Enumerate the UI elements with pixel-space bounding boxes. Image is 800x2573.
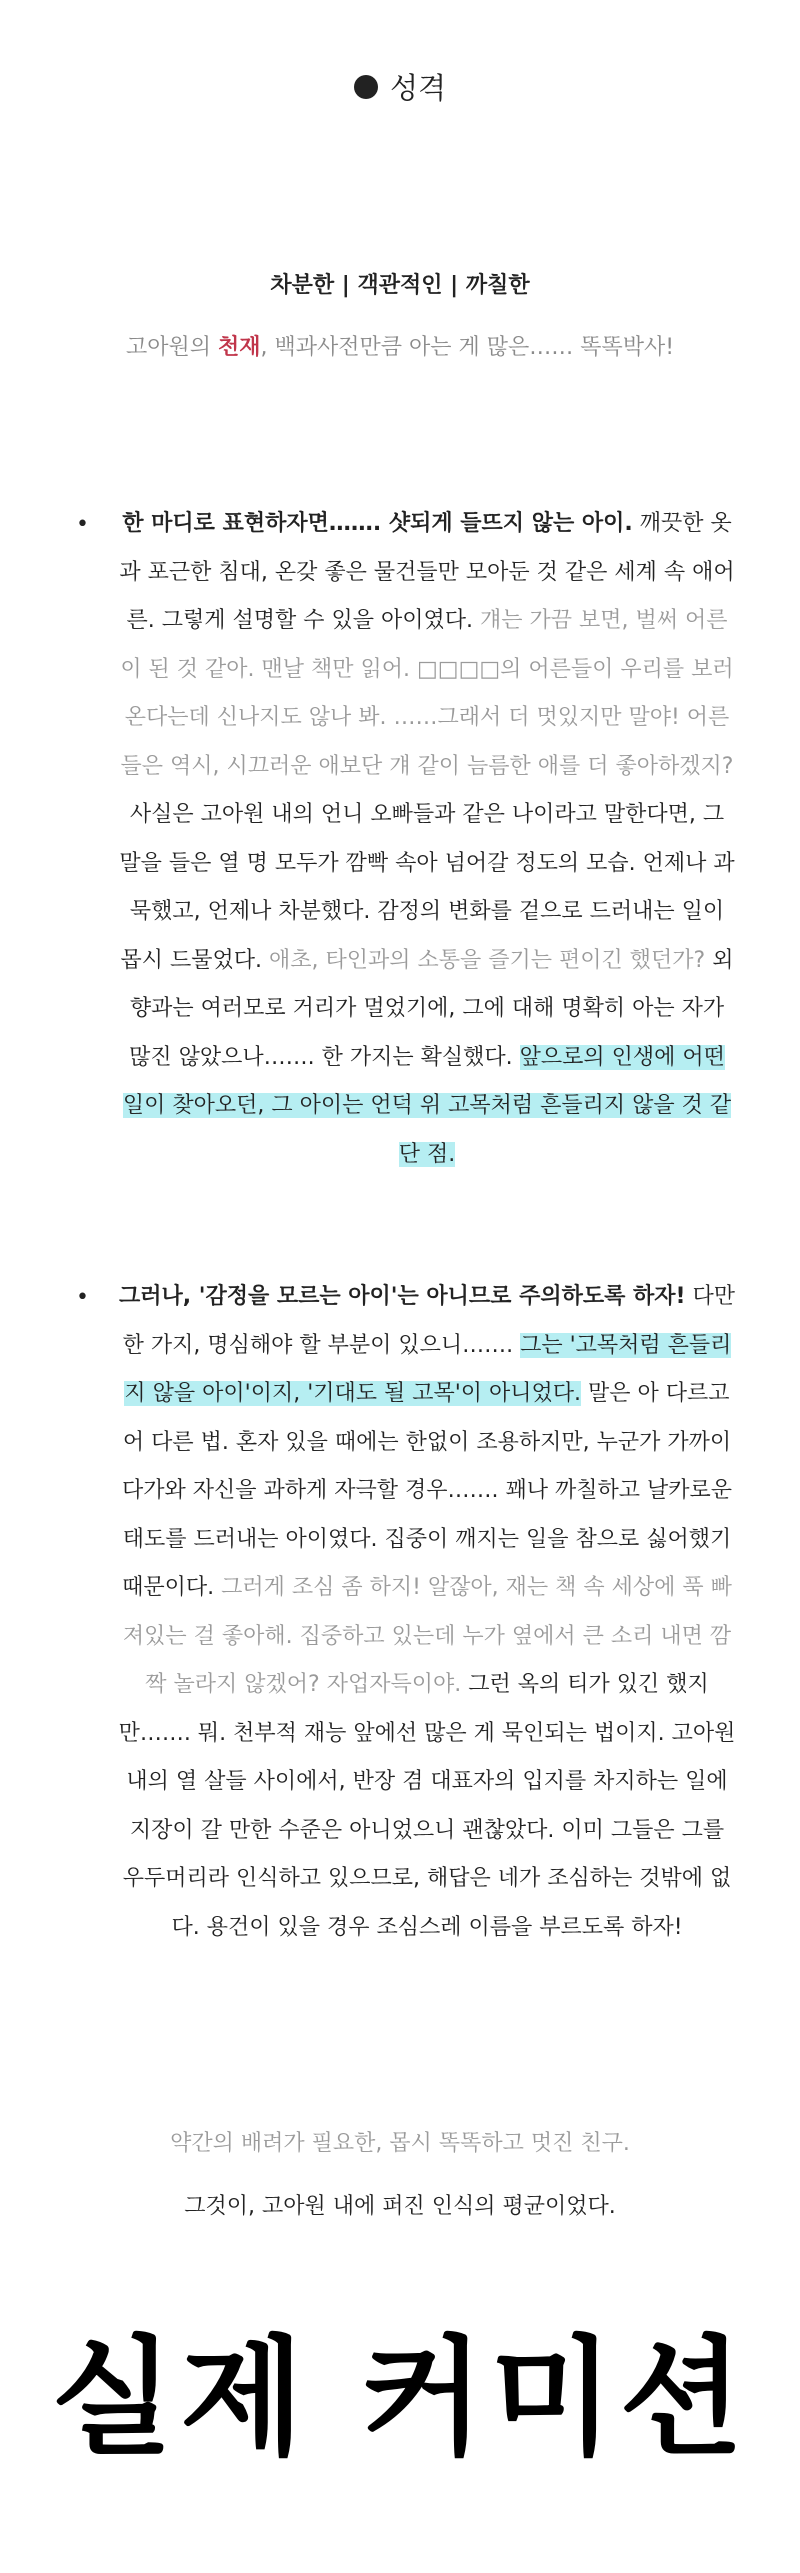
tagline [0,330,800,361]
bullet-dot-icon [354,75,378,99]
bullet-marker-1: • [76,512,89,537]
section-title: 성격 [389,71,447,105]
p2-text-1: 다만 한 가지, 명심해야 할 부분이 있으니……. [122,1284,736,1358]
p1-gray-2: 애초, 타인과의 소통을 즐기는 편이긴 했던가? [269,947,706,973]
tagline-accent: 천재 [217,335,261,360]
p1-text-2: 사실은 고아원 내의 언니 오빠들과 같은 나이라고 말한다면, 그 말을 들은 열 명 모두가 깜빡 속아 넘어갈 정도의 모습. 언제나 과묵했고, 언제나 차분했다. 감정의 변화를 겉으로 드러내는 일이 몹시 드물었다. [119,802,735,973]
bullet-marker-2: • [76,1285,89,1310]
closing-line-1: 약간의 배려가 필요한, 몹시 똑똑하고 멋진 친구. [170,2131,630,2156]
p1-highlight: 앞으로의 인생에 어떤 일이 찾아오던, 그 아이는 언덕 위 고목처럼 흔들리지 않을 것 같단 점. [122,1044,732,1167]
paragraph-2 [118,1273,736,1952]
p2-text-3: 그런 옥의 티가 있긴 했지만……. 뭐. 천부적 재능 앞에선 많은 게 묵인되는 법이지. 고아원 내의 열 살들 사이에서, 반장 겸 대표자의 입지를 차지하는 일에 지장이 갈 만한 수준은 아니었으니 괜찮았다. 이미 그들은 그를 우두머리라 인식하고 있으므로, 해답은 네가 조심하는 것밖에 없다. 용건이 있을 경우 조심스레 이름을 부르도록 하자! [118,1672,736,1940]
p2-highlight: 그는 '고목처럼 흔들리지 않을 아이'이지, '기대도 될 고목'이 아니었다. [124,1332,732,1406]
p1-text-3: 외향과는 여러모로 거리가 멀었기에, 그에 대해 명확히 아는 자가 많진 않았으나……. 한 가지는 확실했다. [129,947,734,1070]
commission-banner: 실제 커미션 [50,2324,750,2473]
closing-line-2: 그것이, 고아원 내에 퍼진 인식의 평균이었다. [184,2194,616,2219]
tagline-prefix: 고아원의 [125,335,218,360]
tagline-suffix: , 백과사전만큼 아는 게 많은…… 똑똑박사! [260,335,675,360]
section-heading [0,66,800,107]
p1-lead: 한 마디로 표현하자면……. 샷되게 들뜨지 않는 아이. [122,511,633,536]
p2-gray-1: 그러게 조심 좀 하지! 알잖아, 재는 책 속 세상에 푹 빠져있는 걸 좋아해. 집중하고 있는데 누가 옆에서 큰 소리 내면 깜짝 놀라지 않겠어? 자업자득이야. [122,1575,732,1697]
p1-text-1: 깨끗한 옷과 포근한 침대, 온갖 좋은 물건들만 모아둔 것 같은 세계 속 애어른. 그렇게 설명할 수 있을 아이였다. [119,511,735,633]
p2-text-2: 말은 아 다르고 어 다른 법. 혼자 있을 때에는 한없이 조용하지만, 누군가 가까이 다가와 자신을 과하게 자극할 경우……. 꽤나 까칠하고 날카로운 태도를 드러내는 아이였다. 집중이 깨지는 일을 참으로 싫어했기 때문이다. [122,1381,732,1600]
p1-gray-1: 걔는 가끔 보면, 벌써 어른이 된 것 같아. 맨날 책만 읽어. □□□□의 어른들이 우리를 보러 온다는데 신나지도 않나 봐. ……그래서 더 멋있지만 말야! 어른들은 역시, 시끄러운 애보단 걔 같이 늠름한 애를 더 좋아하겠지? [120,608,734,779]
personality-keywords: 차분한 | 객관적인 | 까칠한 [270,273,530,298]
p2-lead: 그러나, '감정을 모르는 아이'는 아니므로 주의하도록 하자! [118,1284,686,1309]
paragraph-1 [118,500,736,1179]
